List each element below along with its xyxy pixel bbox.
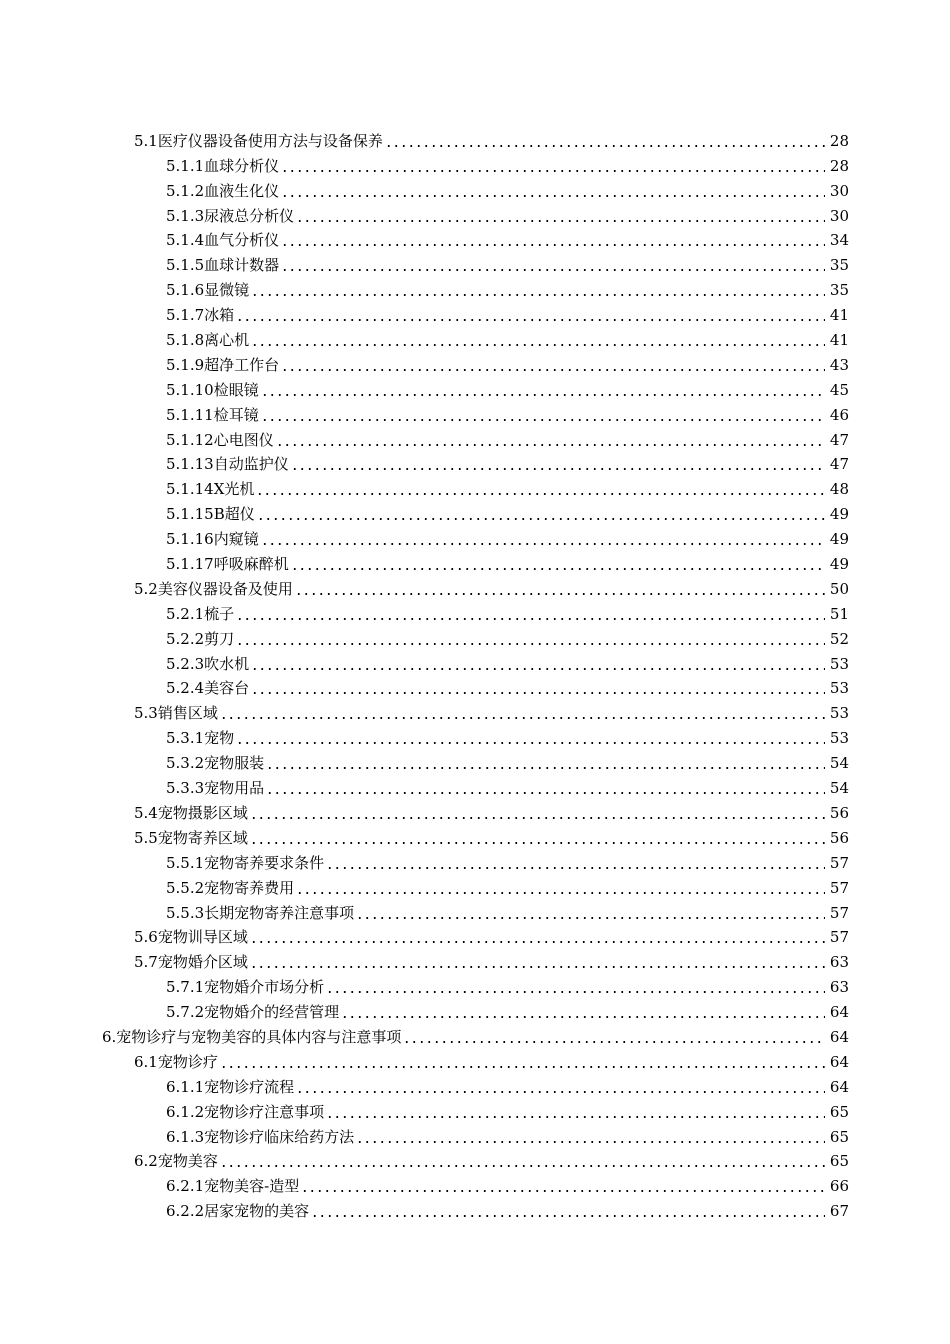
toc-entry[interactable]	[0, 349, 950, 374]
toc-entry[interactable]	[0, 150, 950, 175]
dot-leader	[291, 468, 825, 470]
toc-entry[interactable]	[0, 1071, 950, 1096]
toc-entry-title: 5.1.12心电图仪	[166, 430, 274, 449]
toc-entry[interactable]	[0, 797, 950, 822]
toc-entry[interactable]	[0, 424, 950, 449]
toc-entry-page-number: 63	[829, 978, 849, 997]
toc-entry-page-number: 65	[829, 1152, 849, 1171]
toc-entry[interactable]	[0, 125, 950, 150]
toc-entry[interactable]	[0, 523, 950, 548]
dot-leader	[250, 966, 825, 968]
toc-entry-title: 5.1.11检耳镜	[166, 405, 259, 424]
toc-entry-page-number: 57	[829, 903, 849, 922]
toc-entry-title: 5.3销售区域	[134, 704, 218, 723]
toc-entry-page-number: 64	[829, 1027, 849, 1046]
toc-entry[interactable]	[0, 598, 950, 623]
toc-entry[interactable]	[0, 498, 950, 523]
toc-entry[interactable]	[0, 1146, 950, 1171]
toc-entry[interactable]	[0, 1195, 950, 1220]
toc-entry[interactable]	[0, 673, 950, 698]
toc-entry-title: 5.3.1宠物	[166, 729, 235, 748]
dot-leader	[236, 643, 825, 645]
toc-entry[interactable]	[0, 697, 950, 722]
toc-entry-page-number: 53	[829, 679, 849, 698]
dot-leader	[356, 917, 825, 919]
dot-leader	[257, 518, 825, 520]
toc-entry-title: 5.1.7冰箱	[166, 306, 235, 325]
dot-leader	[220, 717, 825, 719]
toc-entry-title: 6.2宠物美容	[134, 1152, 218, 1171]
toc-entry-title: 5.7.1宠物婚介市场分析	[166, 978, 325, 997]
toc-entry-title: 5.2.1梳子	[166, 604, 235, 623]
toc-entry-page-number: 67	[829, 1202, 849, 1221]
toc-entry-title: 5.1.5血球计数器	[166, 256, 280, 275]
toc-entry-page-number: 53	[829, 704, 849, 723]
toc-entry[interactable]	[0, 648, 950, 673]
toc-entry-page-number: 53	[829, 729, 849, 748]
toc-entry-page-number: 56	[829, 803, 849, 822]
toc-entry-title: 5.5.3长期宠物寄养注意事项	[166, 903, 355, 922]
dot-leader	[296, 892, 825, 894]
dot-leader	[326, 1116, 825, 1118]
toc-entry-title: 5.7宠物婚介区域	[134, 953, 248, 972]
toc-entry-title: 5.5.2宠物寄养费用	[166, 878, 295, 897]
toc-entry-title: 5.1.9超净工作台	[166, 355, 280, 374]
toc-entry[interactable]	[0, 996, 950, 1021]
toc-entry-title: 5.1.16内窥镜	[166, 530, 259, 549]
toc-entry[interactable]	[0, 971, 950, 996]
toc-entry-page-number: 30	[829, 181, 849, 200]
toc-entry[interactable]	[0, 399, 950, 424]
toc-entry-title: 5.2.2剪刀	[166, 629, 235, 648]
dot-leader	[236, 742, 825, 744]
dot-leader	[296, 220, 825, 222]
toc-entry-title: 6.1.1宠物诊疗流程	[166, 1077, 295, 1096]
toc-entry-page-number: 64	[829, 1077, 849, 1096]
dot-leader	[281, 269, 825, 271]
dot-leader	[281, 195, 825, 197]
toc-entry-page-number: 63	[829, 953, 849, 972]
toc-entry-title: 5.7.2宠物婚介的经营管理	[166, 1003, 340, 1022]
toc-entry-page-number: 35	[829, 256, 849, 275]
dot-leader	[266, 792, 825, 794]
toc-entry-page-number: 46	[829, 405, 849, 424]
toc-entry-title: 6.2.2居家宠物的美容	[166, 1202, 310, 1221]
toc-entry[interactable]	[0, 324, 950, 349]
toc-entry[interactable]	[0, 200, 950, 225]
dot-leader	[261, 543, 825, 545]
toc-entry[interactable]	[0, 772, 950, 797]
toc-entry-title: 5.1.17呼吸麻醉机	[166, 555, 289, 574]
toc-entry-title: 5.1.1血球分析仪	[166, 156, 280, 175]
toc-entry[interactable]	[0, 897, 950, 922]
toc-entry-page-number: 51	[829, 604, 849, 623]
toc-entry-page-number: 45	[829, 380, 849, 399]
toc-entry-page-number: 47	[829, 455, 849, 474]
toc-entry-page-number: 65	[829, 1102, 849, 1121]
toc-entry-page-number: 34	[829, 231, 849, 250]
toc-entry-page-number: 66	[829, 1177, 849, 1196]
toc-entry-title: 5.1.2血液生化仪	[166, 181, 280, 200]
toc-entry-page-number: 56	[829, 828, 849, 847]
dot-leader	[403, 1041, 825, 1043]
toc-entry[interactable]	[0, 1021, 950, 1046]
dot-leader	[301, 1190, 825, 1192]
toc-entry[interactable]	[0, 922, 950, 947]
toc-entry[interactable]	[0, 822, 950, 847]
table-of-contents	[0, 125, 950, 1220]
dot-leader	[311, 1215, 825, 1217]
dot-leader	[251, 692, 825, 694]
toc-entry[interactable]	[0, 175, 950, 200]
toc-entry-title: 5.1.8离心机	[166, 331, 250, 350]
toc-entry-title: 5.3.2宠物服装	[166, 754, 265, 773]
toc-entry[interactable]	[0, 872, 950, 897]
toc-entry-title: 5.1.4血气分析仪	[166, 231, 280, 250]
dot-leader	[276, 444, 825, 446]
dot-leader	[250, 941, 825, 943]
toc-entry-page-number: 54	[829, 754, 849, 773]
dot-leader	[281, 244, 825, 246]
toc-entry-page-number: 43	[829, 355, 849, 374]
toc-entry-title: 5.5宠物寄养区域	[134, 828, 248, 847]
toc-entry-page-number: 49	[829, 505, 849, 524]
toc-entry[interactable]	[0, 573, 950, 598]
toc-entry-title: 5.3.3宠物用品	[166, 779, 265, 798]
toc-entry-title: 5.2.4美容台	[166, 679, 250, 698]
dot-leader	[261, 419, 825, 421]
toc-entry-page-number: 47	[829, 430, 849, 449]
toc-entry-page-number: 57	[829, 878, 849, 897]
toc-entry[interactable]	[0, 946, 950, 971]
toc-entry-page-number: 28	[829, 131, 849, 150]
toc-entry[interactable]	[0, 1096, 950, 1121]
toc-entry-title: 5.1.15B超仪	[166, 505, 255, 524]
toc-entry[interactable]	[0, 299, 950, 324]
toc-entry-title: 5.4宠物摄影区域	[134, 803, 248, 822]
toc-entry[interactable]	[0, 374, 950, 399]
toc-entry[interactable]	[0, 225, 950, 250]
toc-entry[interactable]	[0, 623, 950, 648]
dot-leader	[281, 369, 825, 371]
toc-entry-title: 5.2美容仪器设备及使用	[134, 579, 293, 598]
toc-entry[interactable]	[0, 1121, 950, 1146]
toc-entry-title: 5.1.3尿液总分析仪	[166, 206, 295, 225]
toc-entry-page-number: 41	[829, 306, 849, 325]
dot-leader	[251, 668, 825, 670]
toc-entry[interactable]	[0, 274, 950, 299]
toc-entry-title: 6.2.1宠物美容-造型	[166, 1177, 300, 1196]
toc-entry-page-number: 53	[829, 654, 849, 673]
toc-entry-title: 5.1.10检眼镜	[166, 380, 259, 399]
dot-leader	[385, 145, 825, 147]
toc-entry-page-number: 54	[829, 779, 849, 798]
dot-leader	[291, 568, 825, 570]
toc-entry-page-number: 52	[829, 629, 849, 648]
toc-entry-page-number: 35	[829, 281, 849, 300]
toc-entry-title: 5.1.6显微镜	[166, 281, 250, 300]
dot-leader	[220, 1066, 825, 1068]
toc-entry-page-number: 57	[829, 928, 849, 947]
toc-entry[interactable]	[0, 747, 950, 772]
toc-entry-page-number: 65	[829, 1127, 849, 1146]
dot-leader	[256, 493, 825, 495]
toc-entry-page-number: 57	[829, 853, 849, 872]
toc-entry-title: 5.1.13自动监护仪	[166, 455, 289, 474]
toc-entry-title: 5.6宠物训导区域	[134, 928, 248, 947]
dot-leader	[236, 319, 825, 321]
toc-entry-page-number: 50	[829, 579, 849, 598]
toc-entry-page-number: 64	[829, 1003, 849, 1022]
toc-entry-title: 6.1.3宠物诊疗临床给药方法	[166, 1127, 355, 1146]
dot-leader	[250, 817, 825, 819]
dot-leader	[266, 767, 825, 769]
toc-entry-page-number: 30	[829, 206, 849, 225]
toc-entry-page-number: 28	[829, 156, 849, 175]
toc-entry-page-number: 48	[829, 480, 849, 499]
toc-entry[interactable]	[0, 722, 950, 747]
dot-leader	[295, 593, 825, 595]
toc-entry[interactable]	[0, 548, 950, 573]
dot-leader	[296, 1091, 825, 1093]
toc-entry-title: 5.5.1宠物寄养要求条件	[166, 853, 325, 872]
dot-leader	[281, 170, 825, 172]
toc-entry-title: 6.1宠物诊疗	[134, 1052, 218, 1071]
dot-leader	[326, 867, 825, 869]
dot-leader	[236, 618, 825, 620]
dot-leader	[251, 294, 825, 296]
dot-leader	[220, 1165, 825, 1167]
toc-entry[interactable]	[0, 249, 950, 274]
toc-entry-page-number: 41	[829, 331, 849, 350]
toc-entry[interactable]	[0, 1170, 950, 1195]
toc-entry-title: 5.1.14X光机	[166, 480, 255, 499]
toc-entry-page-number: 49	[829, 555, 849, 574]
dot-leader	[251, 344, 825, 346]
toc-entry-page-number: 64	[829, 1052, 849, 1071]
dot-leader	[250, 842, 825, 844]
toc-entry-title: 5.1医疗仪器设备使用方法与设备保养	[134, 131, 383, 150]
toc-entry-title: 5.2.3吹水机	[166, 654, 250, 673]
toc-entry-page-number: 49	[829, 530, 849, 549]
toc-entry[interactable]	[0, 1046, 950, 1071]
toc-entry-title: 6.1.2宠物诊疗注意事项	[166, 1102, 325, 1121]
toc-entry[interactable]	[0, 449, 950, 474]
dot-leader	[341, 1016, 825, 1018]
toc-entry[interactable]	[0, 847, 950, 872]
dot-leader	[261, 394, 825, 396]
toc-entry-title: 6.宠物诊疗与宠物美容的具体内容与注意事项	[102, 1027, 402, 1046]
toc-entry[interactable]	[0, 473, 950, 498]
dot-leader	[326, 991, 825, 993]
dot-leader	[356, 1141, 825, 1143]
